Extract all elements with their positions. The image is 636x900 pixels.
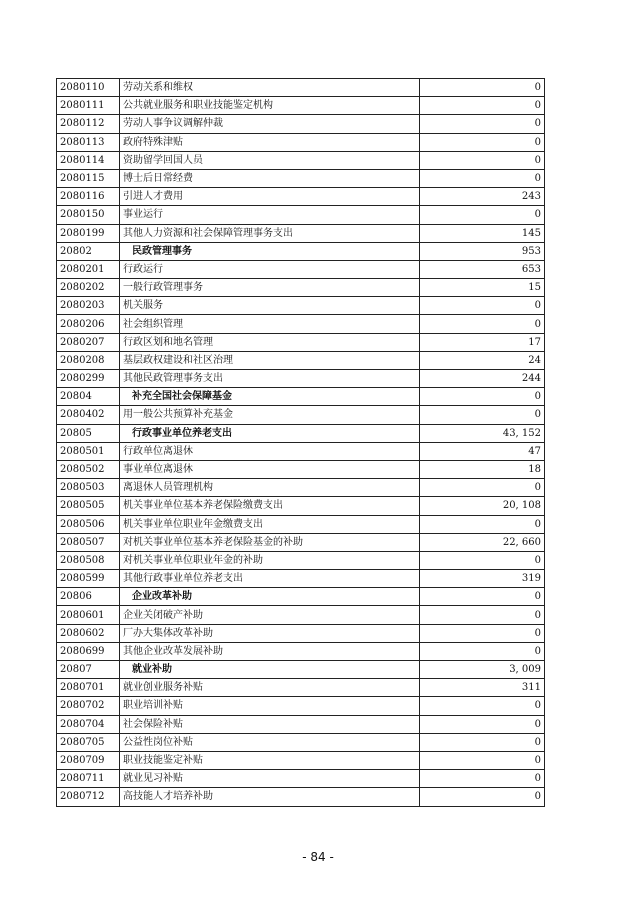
row-name: 其他行政事业单位养老支出: [120, 570, 420, 588]
table-row: [57, 606, 545, 624]
row-amount: 953: [420, 242, 545, 260]
row-amount: 0: [420, 115, 545, 133]
row-amount: 0: [420, 97, 545, 115]
table-row: [57, 224, 545, 242]
table-row: [57, 206, 545, 224]
row-code: 2080202: [57, 279, 120, 297]
row-amount: 43, 152: [420, 424, 545, 442]
category-row: [57, 588, 545, 606]
row-code: 20805: [57, 424, 120, 442]
category-row: [57, 242, 545, 260]
row-amount: 0: [420, 751, 545, 769]
row-name: 行政区划和地名管理: [120, 333, 420, 351]
row-code: 2080114: [57, 151, 120, 169]
row-name: 企业改革补助: [120, 588, 420, 606]
row-amount: 20, 108: [420, 497, 545, 515]
row-name: 事业单位离退休: [120, 460, 420, 478]
table-row: [57, 333, 545, 351]
budget-table: [56, 78, 545, 807]
page-number: - 84 -: [302, 850, 334, 864]
table-row: [57, 697, 545, 715]
row-amount: 319: [420, 570, 545, 588]
row-amount: 0: [420, 606, 545, 624]
table-row: [57, 770, 545, 788]
row-amount: 0: [420, 406, 545, 424]
row-name: 劳动人事争议调解仲裁: [120, 115, 420, 133]
row-code: 2080701: [57, 679, 120, 697]
row-name: 机关服务: [120, 297, 420, 315]
row-name: 企业关闭破产补助: [120, 606, 420, 624]
row-amount: 0: [420, 169, 545, 187]
row-name: 政府特殊津贴: [120, 133, 420, 151]
table-row: [57, 315, 545, 333]
row-code: 2080702: [57, 697, 120, 715]
row-code: 2080112: [57, 115, 120, 133]
row-amount: 18: [420, 460, 545, 478]
row-name: 职业技能鉴定补贴: [120, 751, 420, 769]
row-name: 对机关事业单位职业年金的补助: [120, 551, 420, 569]
row-name: 民政管理事务: [120, 242, 420, 260]
table-row: [57, 151, 545, 169]
row-amount: 0: [420, 479, 545, 497]
row-code: 20804: [57, 388, 120, 406]
row-amount: 311: [420, 679, 545, 697]
row-code: 2080602: [57, 624, 120, 642]
table-row: [57, 279, 545, 297]
row-amount: 0: [420, 315, 545, 333]
row-name: 事业运行: [120, 206, 420, 224]
row-amount: 17: [420, 333, 545, 351]
row-name: 行政单位离退休: [120, 442, 420, 460]
table-row: [57, 460, 545, 478]
row-name: 行政事业单位养老支出: [120, 424, 420, 442]
row-amount: 0: [420, 642, 545, 660]
row-code: 2080116: [57, 188, 120, 206]
row-name: 公共就业服务和职业技能鉴定机构: [120, 97, 420, 115]
row-amount: 0: [420, 697, 545, 715]
row-name: 行政运行: [120, 260, 420, 278]
table-row: [57, 642, 545, 660]
row-amount: 0: [420, 133, 545, 151]
row-code: 2080110: [57, 79, 120, 97]
table-row: [57, 715, 545, 733]
table-row: [57, 679, 545, 697]
row-code: 2080508: [57, 551, 120, 569]
row-name: 劳动关系和维权: [120, 79, 420, 97]
table-row: [57, 169, 545, 187]
table-row: [57, 533, 545, 551]
row-amount: 47: [420, 442, 545, 460]
table-row: [57, 406, 545, 424]
row-code: 2080299: [57, 370, 120, 388]
row-code: 2080712: [57, 788, 120, 806]
row-code: 2080206: [57, 315, 120, 333]
row-code: 2080505: [57, 497, 120, 515]
row-code: 2080599: [57, 570, 120, 588]
row-amount: 244: [420, 370, 545, 388]
row-amount: 0: [420, 79, 545, 97]
row-amount: 0: [420, 515, 545, 533]
row-name: 机关事业单位基本养老保险缴费支出: [120, 497, 420, 515]
row-amount: 0: [420, 151, 545, 169]
row-amount: 653: [420, 260, 545, 278]
row-code: 2080699: [57, 642, 120, 660]
row-code: 2080207: [57, 333, 120, 351]
row-name: 补充全国社会保障基金: [120, 388, 420, 406]
table-row: [57, 442, 545, 460]
row-name: 就业创业服务补贴: [120, 679, 420, 697]
row-code: 2080507: [57, 533, 120, 551]
table-row: [57, 297, 545, 315]
row-name: 其他企业改革发展补助: [120, 642, 420, 660]
table-row: [57, 751, 545, 769]
row-name: 用一般公共预算补充基金: [120, 406, 420, 424]
row-amount: 0: [420, 206, 545, 224]
row-name: 离退休人员管理机构: [120, 479, 420, 497]
row-code: 2080201: [57, 260, 120, 278]
row-name: 对机关事业单位基本养老保险基金的补助: [120, 533, 420, 551]
row-code: 20807: [57, 661, 120, 679]
table-row: [57, 97, 545, 115]
row-code: 2080704: [57, 715, 120, 733]
row-code: 2080150: [57, 206, 120, 224]
row-code: 20802: [57, 242, 120, 260]
row-name: 就业补助: [120, 661, 420, 679]
table-row: [57, 79, 545, 97]
row-name: 博士后日常经费: [120, 169, 420, 187]
category-row: [57, 661, 545, 679]
row-name: 机关事业单位职业年金缴费支出: [120, 515, 420, 533]
row-amount: 15: [420, 279, 545, 297]
row-code: 2080199: [57, 224, 120, 242]
category-row: [57, 388, 545, 406]
row-amount: 0: [420, 770, 545, 788]
row-code: 2080402: [57, 406, 120, 424]
row-code: 2080502: [57, 460, 120, 478]
table-row: [57, 551, 545, 569]
category-row: [57, 424, 545, 442]
table-row: [57, 370, 545, 388]
row-name: 厂办大集体改革补助: [120, 624, 420, 642]
row-amount: 0: [420, 788, 545, 806]
row-name: 高技能人才培养补助: [120, 788, 420, 806]
row-amount: 0: [420, 297, 545, 315]
row-code: 2080506: [57, 515, 120, 533]
table-row: [57, 188, 545, 206]
table-row: [57, 788, 545, 806]
row-name: 其他民政管理事务支出: [120, 370, 420, 388]
row-name: 引进人才费用: [120, 188, 420, 206]
table-row: [57, 260, 545, 278]
row-name: 资助留学回国人员: [120, 151, 420, 169]
table-row: [57, 351, 545, 369]
row-amount: 145: [420, 224, 545, 242]
table-row: [57, 733, 545, 751]
row-name: 社会组织管理: [120, 315, 420, 333]
row-amount: 0: [420, 551, 545, 569]
row-code: 2080601: [57, 606, 120, 624]
table-row: [57, 570, 545, 588]
row-name: 就业见习补贴: [120, 770, 420, 788]
row-amount: 0: [420, 588, 545, 606]
table-row: [57, 115, 545, 133]
row-code: 2080709: [57, 751, 120, 769]
row-code: 2080711: [57, 770, 120, 788]
row-amount: 0: [420, 624, 545, 642]
row-code: 2080113: [57, 133, 120, 151]
row-name: 职业培训补贴: [120, 697, 420, 715]
row-amount: 0: [420, 733, 545, 751]
row-code: 2080705: [57, 733, 120, 751]
row-amount: 243: [420, 188, 545, 206]
table-row: [57, 133, 545, 151]
row-amount: 22, 660: [420, 533, 545, 551]
row-code: 2080115: [57, 169, 120, 187]
row-amount: 0: [420, 388, 545, 406]
table-row: [57, 515, 545, 533]
row-code: 2080501: [57, 442, 120, 460]
row-amount: 24: [420, 351, 545, 369]
table-row: [57, 497, 545, 515]
row-name: 其他人力资源和社会保障管理事务支出: [120, 224, 420, 242]
row-code: 2080503: [57, 479, 120, 497]
row-name: 社会保险补贴: [120, 715, 420, 733]
row-name: 一般行政管理事务: [120, 279, 420, 297]
row-code: 2080203: [57, 297, 120, 315]
row-code: 2080208: [57, 351, 120, 369]
table-row: [57, 479, 545, 497]
row-code: 20806: [57, 588, 120, 606]
row-name: 公益性岗位补贴: [120, 733, 420, 751]
row-name: 基层政权建设和社区治理: [120, 351, 420, 369]
row-amount: 0: [420, 715, 545, 733]
budget-table-body: [57, 79, 545, 807]
row-amount: 3, 009: [420, 661, 545, 679]
row-code: 2080111: [57, 97, 120, 115]
table-row: [57, 624, 545, 642]
